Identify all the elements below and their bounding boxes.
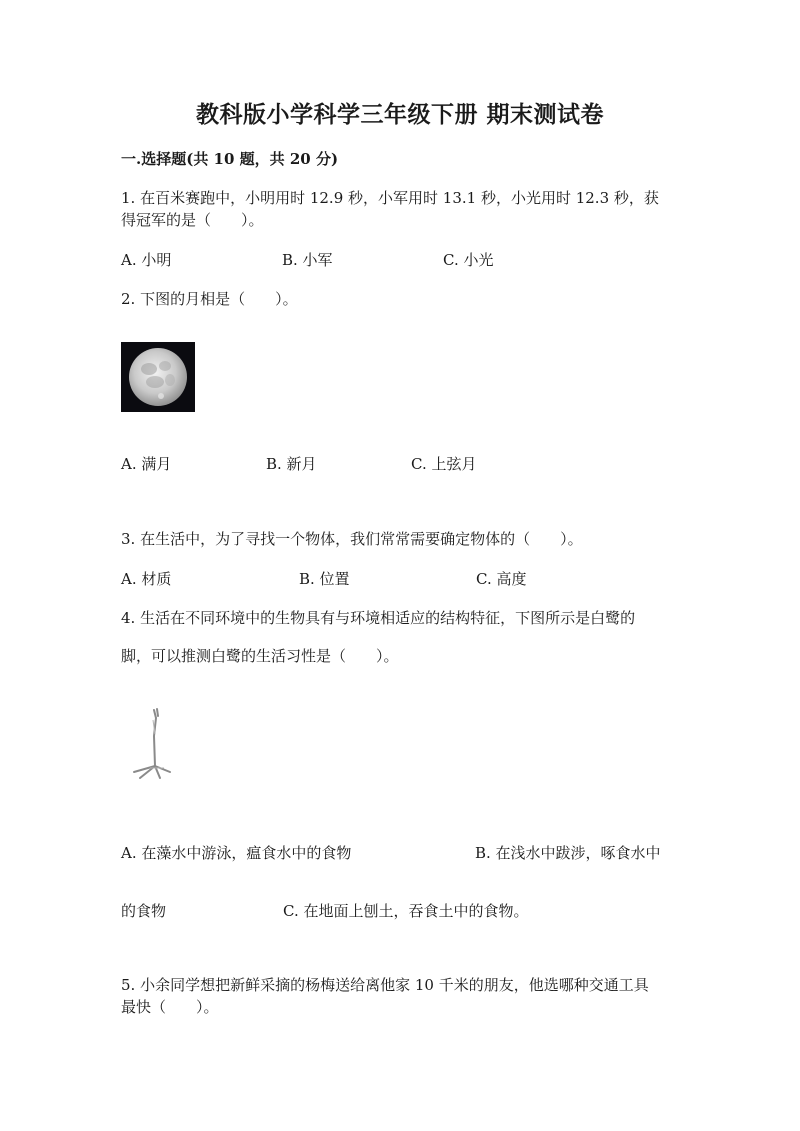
- question-2-option-a: A. 满月: [121, 455, 172, 473]
- question-4-option-b: B. 在浅水中跋涉，啄食水中: [475, 844, 661, 862]
- question-3-option-c: C. 高度: [476, 570, 527, 588]
- question-4-option-a: A. 在藻水中游泳，瘟食水中的食物: [121, 844, 352, 862]
- question-3-line-1: 3. 在生活中，为了寻找一个物体，我们常常需要确定物体的（ ）。: [121, 530, 583, 548]
- question-1-line-2: 得冠军的是（ ）。: [121, 211, 264, 229]
- question-1-option-b: B. 小军: [282, 251, 333, 269]
- question-4-line-1: 4. 生活在不同环境中的生物具有与环境相适应的结构特征，下图所示是白鹭的: [121, 609, 636, 627]
- question-2-line-1: 2. 下图的月相是（ ）。: [121, 290, 298, 308]
- question-1-option-a: A. 小明: [121, 251, 172, 269]
- question-3-option-a: A. 材质: [121, 570, 172, 588]
- question-1-line-1: 1. 在百米赛跑中，小明用时 12.9 秒，小军用时 13.1 秒，小光用时 12.3 秒，获: [121, 189, 659, 207]
- question-4-option-b-continued: 的食物: [121, 902, 167, 920]
- question-2-option-b: B. 新月: [266, 455, 317, 473]
- full-moon-image: [121, 342, 195, 412]
- question-1-option-c: C. 小光: [443, 251, 494, 269]
- question-2-option-c: C. 上弦月: [411, 455, 477, 473]
- question-5-line-2: 最快（ ）。: [121, 998, 219, 1016]
- section-heading: 一.选择题(共 10 题，共 20 分): [121, 150, 339, 168]
- question-3-option-b: B. 位置: [299, 570, 350, 588]
- page-title: 教科版小学科学三年级下册 期末测试卷: [195, 101, 604, 128]
- question-4-option-c: C. 在地面上刨土，吞食土中的食物。: [283, 902, 529, 920]
- question-5-line-1: 5. 小余同学想把新鲜采摘的杨梅送给离他家 10 千米的朋友，他选哪种交通工具: [121, 976, 649, 994]
- question-4-line-2: 脚，可以推测白鹭的生活习性是（ ）。: [121, 647, 399, 665]
- egret-foot-image: [126, 706, 176, 786]
